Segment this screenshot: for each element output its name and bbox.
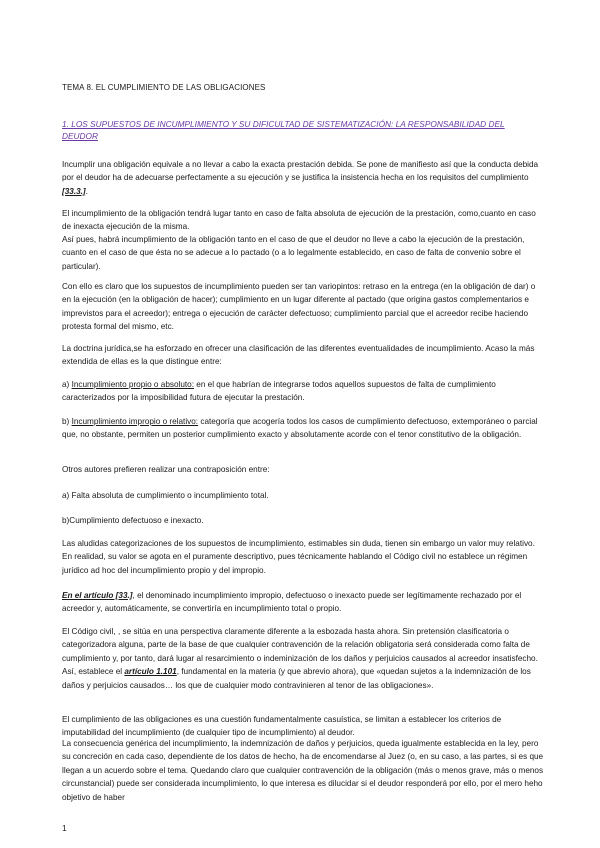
paragraph-consecuencia: La consecuencia genérica del incumplimiento, la indemnización de daños y perjuicios, queda igualmente establecida en la ley, pero su concreción en cada caso, dependiente de los datos de hecho, ha de encomendarse al Juez (o, en su caso, a las partes, si es que llegan a un acuerdo sobre el tema. Quedando claro que cualquier contravención de la obligación (más o menos grave, más o menos circunstancial) puede ser considerada incumplimiento, lo que interesa es dilucidar si el deudor responderá por ello, por el mero heho objetivo de haber [62,739,544,802]
article-1101-link[interactable]: artículo 1.101 [124,667,177,677]
paragraph-otros-autores: Otros autores prefieren realizar una contraposición entre: [62,465,270,474]
article-reference-link[interactable]: En el artículo [33.] [62,591,133,600]
paragraph-falta-absoluta: a) Falta absoluta de cumplimiento o incumplimiento total. [62,491,269,500]
paragraph-categorizaciones: Las aludidas categorizaciones de los supuestos de incumplimiento, estimables sin duda, tienen sin embargo un valor muy relativo. En realidad, su valor se agota en el puramente descriptivo, pues técnicamente hablando el Código civil no establece un régimen jurídico ad hoc del incumplimiento propio y del impropio. [62,539,535,575]
paragraph-incumplir [62,158,544,198]
section-heading[interactable]: 1. LOS SUPUESTOS DE INCUMPLIMIENTO Y SU DIFICULTAD DE SISTEMATIZACIÓN: LA RESPONSABILIDAD DEL DEUDOR [62,119,505,141]
paragraph-doctrina: La doctrina jurídica,se ha esforzado en ofrecer una clasificación de las diferentes eventualidades de incumplimiento. Acaso la más extendida de ellas es la que distingue entre: [62,344,535,367]
paragraph-cumplimiento-defectuoso: b)Cumplimiento defectuoso e inexacto. [62,516,204,525]
chapter-title: TEMA 8. EL CUMPLIMIENTO DE LAS OBLIGACIONES [62,83,266,92]
paragraph-text: Incumplir una obligación equivale a no llevar a cabo la exacta prestación debida. Se pone de manifiesto así que la conducta debida por el deudor ha de adecuarse perfectamente a su ejecución y se justifica la insistencia hecha en los requisitos del cumplimiento [62,160,539,183]
paragraph-text: El Código civil, , se sitúa en una perspectiva claramente diferente a la esbozada hasta ahora. Sin pretensión clasificatoria o categorizadora alguna, parte de la base de que cualquier contravención de la relación obligatoria será considerada como falta de cumplimiento y, por tanto, dará lugar al resarcimiento o indeminización de los daños y perjuicios causados al acreedor insatisfecho. Así, establece el [62,627,538,677]
paragraph-text: en el que habrían de integrarse todos aquellos supuestos de falta de cumplimiento caracterizados por la imposibilidad futura de ejecutar la prestación. [62,380,496,403]
paragraph-codigo-civil [62,625,544,692]
list-marker: a) [62,380,72,389]
list-marker: b) [62,417,72,426]
paragraph-text: categoría que acogería todos los casos de cumplimiento defectuoso, extemporáneo o parcial que, no obstante, permiten un posterior cumplimiento exacto y absolutamente acorde con el tenor constitutivo de la obligación. [62,417,538,440]
paragraph-definicion: El incumplimiento de la obligación tendrá lugar tanto en caso de falta absoluta de ejecución de la prestación, como,cuanto en caso de inexacta ejecución de la misma. [62,209,536,232]
page-number: 1 [62,823,67,833]
term-incumplimiento-propio: Incumplimiento propio o absoluto: [71,380,194,389]
paragraph-text: , fundamental en la materia (y que abrevio ahora), que «quedan sujetos a la indemnización de los daños y perjuicios causados… los que de cualquier modo contravinieren al tenor de las obligaciones». [62,667,531,690]
paragraph-articulo-33 [62,589,544,616]
cross-reference-link[interactable]: [33.3.] [62,186,86,196]
paragraph-text: , el denominado incumplimiento impropio, defectuoso o inexacto puede ser legítimamente rechazado por el acreedor y, automáticamente, se convertiría en incumplimiento total o propio. [62,591,522,614]
paragraph-casuistica: El cumplimiento de las obligaciones es una cuestión fundamentalmente casuística, se limitan a establecer los criterios de imputabilidad del incumplimiento (de cualquier tipo de incumplimiento) al deudor. [62,715,502,738]
paragraph-incumplimiento-propio [62,378,544,405]
paragraph-asi-pues: Así pues, habrá incumplimiento de la obligación tanto en el caso de que el deudor no lleve a cabo la ejecución de la prestación, cuanto en el caso de que ésta no se adecue a lo pactado (o a lo legalmente establecido, en caso de falta de convenio sobre el particular). [62,235,525,271]
paragraph-supuestos: Con ello es claro que los supuestos de incumplimiento pueden ser tan variopintos: retraso en la entrega (en la obligación de dar) o en la ejecución (en la obligación de hacer); cumplimiento en un lugar diferente al pactado (que origina gastos complementarios e imprevistos para el acreedor); entrega o ejecución de carácter defectuoso; cumplimiento parcial que el acreedor recibe haciendo protesta formal del mismo, etc. [62,282,536,332]
paragraph-incumplimiento-impropio [62,415,544,442]
term-incumplimiento-impropio: Incumplimiento impropio o relativo: [71,417,199,426]
paragraph-end: . [85,186,88,196]
